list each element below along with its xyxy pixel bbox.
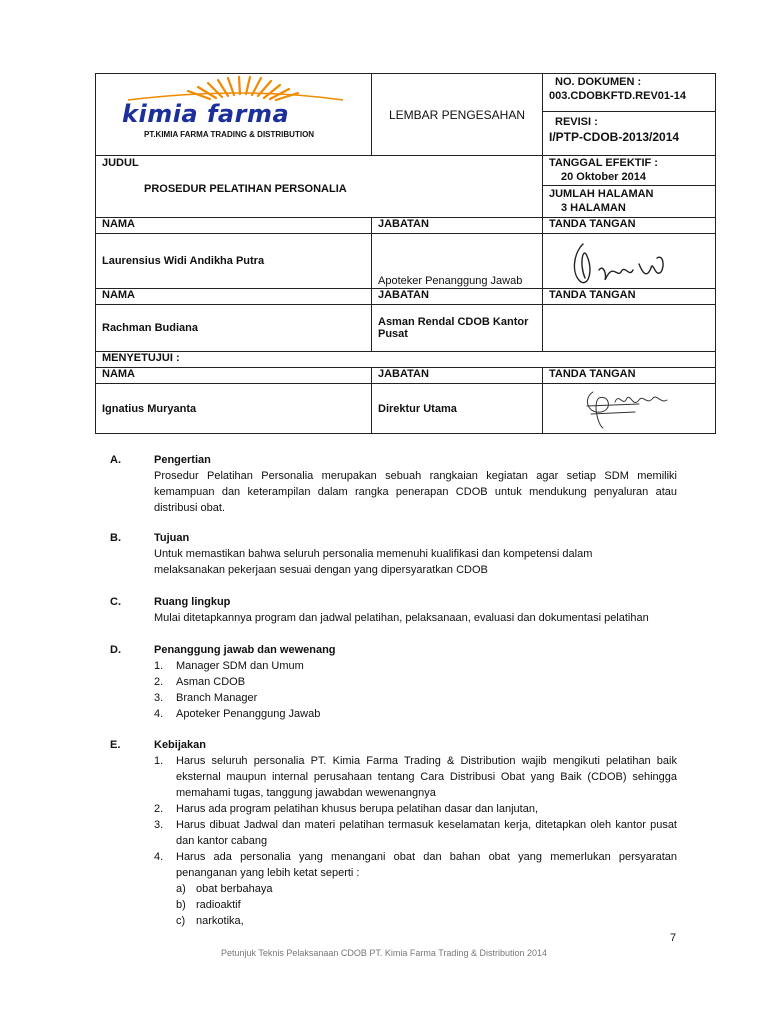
section-a bbox=[110, 452, 677, 516]
list-item: 2. Harus ada program pelatihan khusus berupa pelatihan dasar dan lanjutan, bbox=[154, 803, 539, 815]
logo-cell bbox=[96, 74, 372, 156]
company-name: PT.KIMIA FARMA TRADING & DISTRIBUTION bbox=[144, 130, 315, 139]
signature-cell bbox=[543, 384, 716, 434]
sub-list-item: b) radioaktif bbox=[176, 899, 241, 911]
section-e bbox=[110, 737, 677, 929]
list-item: 4. Apoteker Penanggung Jawab bbox=[154, 708, 321, 720]
col-header-nama: NAMA bbox=[96, 368, 372, 384]
section-letter: E. bbox=[110, 739, 121, 751]
col-header-jabatan: JABATAN bbox=[372, 368, 543, 384]
signature-image bbox=[543, 384, 713, 432]
col-header-jabatan: JABATAN bbox=[372, 289, 543, 305]
list-item: 2. Asman CDOB bbox=[154, 676, 246, 688]
page-number: 7 bbox=[670, 932, 677, 944]
list-item: 1. Harus seluruh personalia PT. Kimia Farma Trading & Distribution wajib mengikuti pelatihan baik eksternal maupun internal perusahaan tentang Cara Distribusi Obat yang Baik (CDOB) sehingga memahami tugas, tanggung jawabdan wewenangnya bbox=[154, 755, 677, 799]
page-count-value: 3 HALAMAN bbox=[561, 202, 626, 214]
effective-date-label: TANGGAL EFEKTIF : bbox=[549, 157, 658, 169]
section-text: Untuk memastikan bahwa seluruh personalia memenuhi kualifikasi dan kompetensi dalam melaksanakan pekerjaan sesuai dengan yang dipersyaratkan CDOB bbox=[154, 548, 593, 576]
judul-value: PROSEDUR PELATIHAN PERSONALIA bbox=[144, 183, 347, 195]
col-header-nama: NAMA bbox=[96, 218, 372, 234]
list-item: 3. Branch Manager bbox=[154, 692, 258, 704]
section-d bbox=[110, 642, 677, 722]
signature-image bbox=[543, 234, 713, 288]
revision-cell bbox=[543, 112, 716, 156]
kimia-farma-logo-icon bbox=[118, 72, 348, 102]
signer-name: Rachman Budiana bbox=[96, 305, 372, 352]
signature-cell bbox=[543, 305, 716, 352]
doc-number-label: NO. DOKUMEN : bbox=[555, 76, 642, 88]
signer-position: Direktur Utama bbox=[372, 384, 543, 434]
page-footer: Petunjuk Teknis Pelaksanaan CDOB PT. Kimia Farma Trading & Distribution 2014 bbox=[221, 948, 547, 958]
section-title: Penanggung jawab dan wewenang bbox=[154, 644, 336, 656]
judul-label: JUDUL bbox=[102, 157, 139, 169]
effective-date-value: 20 Oktober 2014 bbox=[561, 171, 646, 183]
sub-list-item: c) narkotika, bbox=[176, 915, 244, 927]
page-count-label: JUMLAH HALAMAN bbox=[549, 188, 654, 200]
section-b bbox=[110, 530, 677, 578]
effective-date-cell bbox=[543, 156, 716, 186]
col-header-tanda-tangan: TANDA TANGAN bbox=[543, 289, 716, 305]
policy-list bbox=[154, 753, 677, 929]
section-c bbox=[110, 594, 677, 626]
signer-position: Asman Rendal CDOB Kantor Pusat bbox=[372, 305, 543, 352]
revision-label: REVISI : bbox=[555, 116, 598, 128]
responsibility-list bbox=[154, 658, 677, 722]
section-title: Kebijakan bbox=[154, 739, 206, 751]
col-header-tanda-tangan: TANDA TANGAN bbox=[543, 218, 716, 234]
section-text: Mulai ditetapkannya program dan jadwal pelatihan, pelaksanaan, evaluasi dan dokumentasi pelatihan bbox=[154, 612, 649, 624]
revision-value: I/PTP-CDOB-2013/2014 bbox=[549, 130, 680, 144]
col-header-tanda-tangan: TANDA TANGAN bbox=[543, 368, 716, 384]
doc-number-value: 003.CDOBKFTD.REV01-14 bbox=[549, 90, 686, 102]
section-letter: A. bbox=[110, 454, 121, 466]
signer-position: Apoteker Penanggung Jawab bbox=[372, 234, 543, 289]
col-header-jabatan: JABATAN bbox=[372, 218, 543, 234]
signature-cell bbox=[543, 234, 716, 289]
hazard-list bbox=[176, 881, 677, 929]
doc-number-cell bbox=[543, 74, 716, 112]
section-letter: D. bbox=[110, 644, 121, 656]
list-item: 4. Harus ada personalia yang menangani obat dan bahan obat yang memerlukan persyaratan penanganan yang lebih ketat seperti : a) obat berbahaya b) radioaktif c) narkotika, bbox=[154, 851, 677, 927]
list-item: 1. Manager SDM dan Umum bbox=[154, 660, 304, 672]
section-letter: C. bbox=[110, 596, 121, 608]
list-item: 3. Harus dibuat Jadwal dan materi pelatihan termasuk keselamatan kerja, ditetapkan oleh kantor pusat dan kantor cabang bbox=[154, 819, 677, 847]
sub-list-item: a) obat berbahaya bbox=[176, 883, 273, 895]
section-letter: B. bbox=[110, 532, 121, 544]
approval-table bbox=[95, 73, 716, 434]
page-count-cell bbox=[543, 186, 716, 218]
section-text: Prosedur Pelatihan Personalia merupakan sebuah rangkaian kegiatan agar setiap SDM memiliki kemampuan dan keterampilan dalam rangka penerapan CDOB untuk mendukung penyaluran atau distribusi obat. bbox=[154, 470, 677, 514]
title-cell bbox=[96, 156, 543, 218]
section-title: Ruang lingkup bbox=[154, 596, 231, 608]
signer-name: Ignatius Muryanta bbox=[96, 384, 372, 434]
signer-name: Laurensius Widi Andikha Putra bbox=[96, 234, 372, 289]
document-title: LEMBAR PENGESAHAN bbox=[372, 74, 543, 156]
logo-wordmark: kimia farma bbox=[122, 100, 290, 128]
section-title: Pengertian bbox=[154, 454, 211, 466]
approval-label: MENYETUJUI : bbox=[96, 352, 716, 368]
section-title: Tujuan bbox=[154, 532, 190, 544]
col-header-nama: NAMA bbox=[96, 289, 372, 305]
